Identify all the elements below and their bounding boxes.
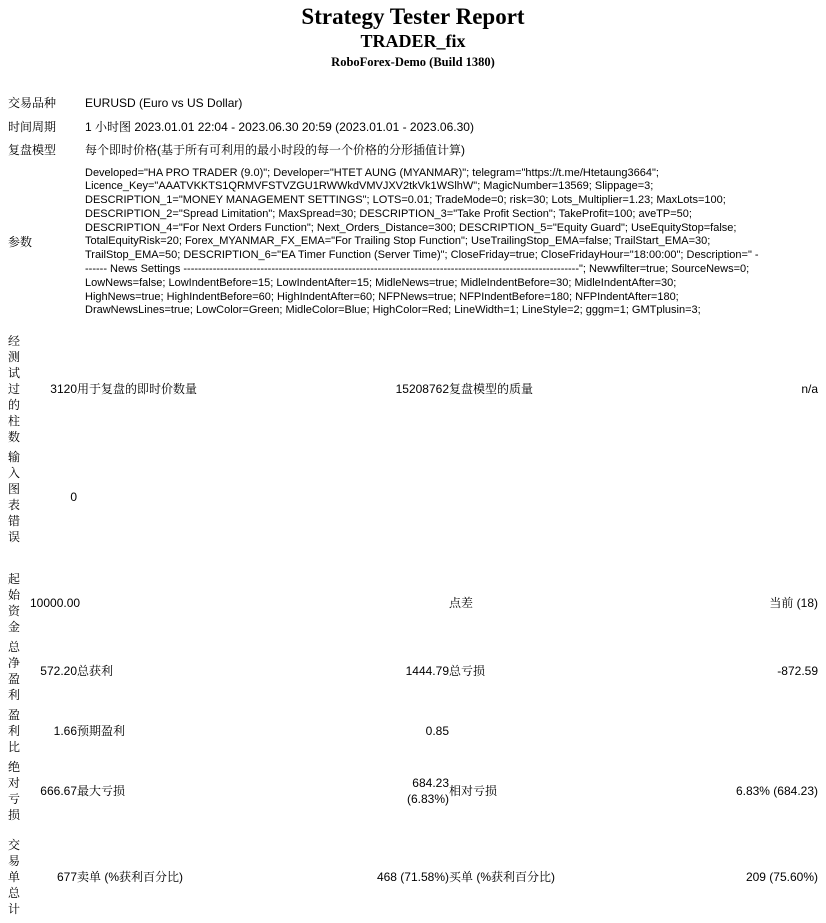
stat-value: 6.83% (684.23) <box>735 784 818 799</box>
stat-value: 1444.79 <box>405 664 449 679</box>
spacer-row <box>8 825 818 835</box>
info-row-period <box>8 116 818 140</box>
stat-row-label: 输入图表错误 <box>8 450 21 545</box>
stat-row-label: 盈利比 <box>8 708 21 755</box>
stat-value <box>729 705 818 757</box>
param-line: DESCRIPTION_1="MONEY MANAGEMENT SETTINGS"; LOTS=0.01; TradeMode=0; risk=30; Lots_Multiplier=1.23; MaxLots=100; <box>85 194 726 207</box>
stat-row-bars-tested <box>8 331 818 447</box>
symbol-label: 交易品种 <box>8 96 57 110</box>
stat-row-label: 经测试过的柱数 <box>8 334 21 445</box>
stat-value <box>729 447 818 547</box>
stat-row-label: 绝对亏损 <box>8 760 21 823</box>
stat-label: 用于复盘的即时价数量 <box>77 382 198 397</box>
stat-value: 209 (75.60%) <box>745 870 818 885</box>
stat-value: 3120 <box>50 382 77 397</box>
stat-row-label: 总净盈利 <box>8 640 21 703</box>
param-line: LowNews=false; LowIndentBefore=15; LowIndentAfter=15; MidleNews=true; MidleIndentBefore=30; MidleIndentAfter=30; <box>85 276 677 289</box>
stat-value <box>371 569 449 637</box>
stat-row-profit-factor <box>8 705 818 757</box>
param-line: ------ News Settings ------------------------------------------------------------------------------------------------------------"; Newwfilter=true; SourceNews=0; <box>85 263 750 276</box>
report-title: Strategy Tester Report <box>301 4 525 29</box>
stat-value: 0.85 <box>425 724 449 739</box>
stat-value: 572.20 <box>40 664 77 679</box>
report-header <box>0 0 826 70</box>
stat-value: 684.23 (6.83%) <box>406 776 449 807</box>
stat-row-net-profit <box>8 637 818 705</box>
report-server-build: RoboForex-Demo (Build 1380) <box>331 55 495 69</box>
stat-value: 0 <box>70 490 77 505</box>
stat-value: n/a <box>801 382 818 397</box>
info-row-symbol <box>8 92 818 116</box>
stat-value: 当前 (18) <box>769 596 818 611</box>
info-row-model <box>8 139 818 163</box>
param-line: DrawNewsLines=true; LowColor=Green; MidleColor=Blue; HighColor=Red; LineWidth=1; LineStyle=2; gggm=1; GMTplusin=3; <box>85 304 701 317</box>
stat-row-drawdown <box>8 757 818 825</box>
stat-value: 677 <box>56 870 77 885</box>
model-label: 复盘模型 <box>8 143 57 157</box>
stat-label: 卖单 (%获利百分比) <box>77 870 183 885</box>
model-value: 每个即时价格(基于所有可利用的最小时段的每一个价格的分形插值计算) <box>85 143 465 157</box>
param-line: Developed="HA PRO TRADER (9.0)"; Developer="HTET AUNG (MYANMAR)"; telegram="https://t.me/Htetaung3664"; <box>85 166 659 179</box>
stat-label <box>449 447 729 547</box>
param-line: TrailStop_EMA=50; DESCRIPTION_6="EA Timer Function (Server Time)"; CloseFriday=true; CloseFridayHour="18:00:00"; Description=" - <box>85 249 759 262</box>
parameters-block <box>85 167 818 319</box>
period-label: 时间周期 <box>8 119 57 134</box>
report-subtitle: TRADER_fix <box>360 31 466 51</box>
stat-label: 总获利 <box>77 664 114 679</box>
symbol-value: EURUSD (Euro vs US Dollar) <box>85 96 243 110</box>
stat-value <box>371 447 449 547</box>
stat-value: 1.66 <box>53 724 77 739</box>
stat-label: 最大亏损 <box>77 784 126 799</box>
stat-row-label: 交易单总计 <box>8 838 21 917</box>
param-line: Licence_Key="AAATVKKTS1QRMVFSTVZGU1RWWkdVMVJXV2tkVk1WSlhW"; MagicNumber=13569; Slippage=3; <box>85 180 654 193</box>
stat-label: 买单 (%获利百分比) <box>449 870 555 885</box>
stat-row-initial-deposit <box>8 569 818 637</box>
stat-label <box>449 705 729 757</box>
stat-label: 复盘模型的质量 <box>449 382 534 397</box>
stat-label <box>77 569 371 637</box>
stat-row-total-trades <box>8 835 818 919</box>
stat-row-label: 起始资金 <box>8 572 21 635</box>
stat-value: 10000.00 <box>30 596 81 611</box>
stat-row-chart-errors <box>8 447 818 547</box>
param-line: TotalEquityRisk=20; Forex_MYANMAR_FX_EMA="For Trailing Stop Function"; UseTrailingStop_EMA=false; TrailStart_EMA=30; <box>85 235 711 248</box>
period-value: 1 小时图 2023.01.01 22:04 - 2023.06.30 20:59 (2023.01.01 - 2023.06.30) <box>85 119 474 134</box>
param-line: HighNews=true; HighIndentBefore=60; HighIndentAfter=60; NFPNews=true; NFPIndentBefore=180; NFPIndentAfter=180; <box>85 290 679 303</box>
spacer-row <box>8 547 818 569</box>
info-row-parameters <box>8 163 818 323</box>
parameters-label: 参数 <box>8 234 33 249</box>
stat-value: 15208762 <box>395 382 449 397</box>
stat-value: 666.67 <box>40 784 77 799</box>
param-line: DESCRIPTION_4="For Next Orders Function"; Next_Orders_Distance=300; DESCRIPTION_5="Equity Guard"; UseEquityStop=false; <box>85 221 737 234</box>
stat-value: 468 (71.58%) <box>376 870 449 885</box>
stat-label: 预期盈利 <box>77 724 126 739</box>
stat-label: 相对亏损 <box>449 784 498 799</box>
stats-table <box>8 331 818 919</box>
info-table <box>8 92 818 322</box>
stat-label: 点差 <box>449 596 474 611</box>
stat-value: -872.59 <box>777 664 818 679</box>
stat-label: 总亏损 <box>449 664 486 679</box>
param-line: DESCRIPTION_2="Spread Limitation"; MaxSpread=30; DESCRIPTION_3="Take Profit Section"; TakeProfit=100; aveTP=50; <box>85 207 692 220</box>
stat-label <box>77 447 371 547</box>
